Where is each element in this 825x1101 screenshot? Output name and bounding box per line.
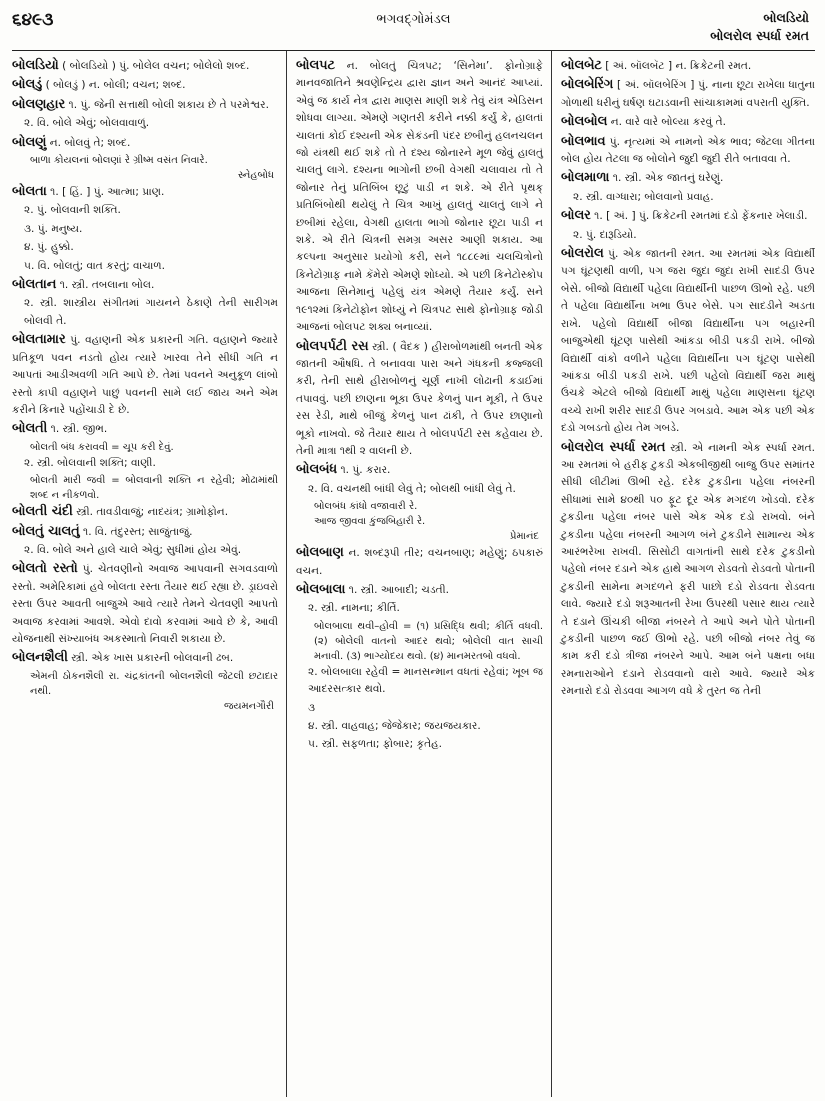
entry-sense: ૨. સ્ત્રી. નામના; કીર્તિ.: [308, 602, 400, 615]
usage-quotation: બોલબંધ કાંધો વજાવારી રે.: [314, 501, 418, 513]
dictionary-entry: [12, 523, 278, 541]
entry-headword: બોલતામાર: [12, 332, 66, 348]
dictionary-entry: [12, 183, 278, 201]
dictionary-entry: [12, 134, 278, 152]
guide-word-last: બોલરોલ સ્પર્ધા રમત: [710, 28, 809, 43]
usage-quotation: બાળા કોયલનાં બોલણાં રે ગ્રીષ્મ વસંત નિવારે.: [30, 155, 208, 167]
guide-word-first: બોલડિયો: [763, 10, 809, 25]
entry-definition: ૧. [ અં. ] પું. ક્રિકેટની રમતમાં દડો ફેંકનાર ખેલાડી.: [594, 210, 808, 223]
entry-sense: ૨. વિ. વચનથી બાંધી લેવું તે; બોલથી બાંધી લેવું તે.: [308, 482, 516, 495]
dictionary-entry: [561, 113, 815, 131]
entry-definition: ૧. સ્ત્રી. જીભ.: [50, 423, 108, 436]
entry-sense: ૫. વિ. બોલતું; વાત કરતું; વાચાળ.: [24, 259, 165, 272]
quotation-source: પ્રેમાનંદ: [509, 531, 539, 543]
entry-definition: ૧. સ્ત્રી. આબાદી; ચડતી.: [348, 583, 450, 596]
dictionary-entry: [296, 461, 543, 479]
entry-definition: ( બોલડું ) ન. બોલી; વચન; શબ્દ.: [45, 79, 186, 92]
column-right: [552, 51, 815, 1097]
entry-headword: બોલબાલા: [296, 581, 346, 597]
entry-headword: બોલબેરિંગ: [561, 77, 614, 93]
entry-definition: સ્ત્રી. એક ખાસ પ્રકારની બોલવાની ઢબ.: [71, 652, 234, 665]
entry-headword: બોલબંધ: [296, 462, 338, 478]
entry-sense: ૨. પું. બોલવાની શક્તિ.: [24, 204, 121, 217]
entry-sense: ૫. સ્ત્રી. સફળતા; ફોબાર; કૃતેહ.: [308, 738, 442, 751]
entry-sense: ૨. સ્ત્રી. બોલવાની શક્તિ; વાણી.: [24, 456, 156, 469]
entry-definition: સ્ત્રી. એ નામની એક સ્પર્ધા રમત. આ રમતમાં બે હરીફ ટુકડી એકબીજીથી બાજુ ઉપર સમાંતર સીધી લીટીમાં ઊભી રહે. દરેક ટુકડીના પહેલા નંબરની સીધામાં સામે ૪૦થી ૫૦ ફૂટ દૂર એક મગદળ ખોડવો. દરેક ટુકડીના પહેલા નંબર પાસે એક એક દડો રાખવો. બંને ટુકડીના પહેલા નંબરની આગળ બંને ટુકડીને સામાન્ય એક આરંભરેખા રાખવી. સિસોટી વાગતાંની સાથે દરેક ટુકડીનો પહેલો નંબર દડાને એક હાથે આગળ રોડવતો રોડવતો પોતાની ટુકડીની સામેના મગદળને ફરી પાછો દડો રોડવતા રોડવતા લાવે. જ્યારે દડો શરૂઆતની રેખા ઉપરથી પસાર થાય ત્યારે તે દડાને ઊંચકી બીજા નંબરને તે આપે અને પોતે પોતાની ટુકડીની પાછળ જઈ ઊભો રહે. પછી બીજો નંબર તેવું જ કામ કરી દડો ત્રીજા નંબરને આપે. આમ બંને પક્ષના બધા રમનારાઓને દડાને રોડવવાનો વારો આવે. જ્યારે એક રમનારો દડો રોડવવા આગળ વધે કે તુરત જ તેની: [561, 441, 815, 698]
column-middle: [287, 51, 552, 1097]
entry-definition: ૧. પું. કરાર.: [340, 464, 391, 477]
entry-definition: પું. એક જાતની રમત. આ રમતમાં એક વિદ્યાર્થી પગ ઘૂંટણથી વાળી, પગ જરા જુદા જુદા રાખી સાદડી ઉપર બેસે. બીજો વિદ્યાર્થી પહેલા વિદ્યાર્થીની પાછળ ઊભો રહે. પછી તે પહેલા વિદ્યાર્થીના ખભા ઉપર બેસે. પગ સાદડીને અડતા રાખે. પહેલો વિદ્યાર્થી બીજા વિદ્યાર્થીના પગ બહારની બાજુએથી ઘૂંટણ પાસેથી આંકડા બીડી પકડી રાખે. બીજો વિદ્યાર્થી વાંકો વળીને પહેલા વિદ્યાર્થીના પગ ઘૂંટણ પાસેથી આંકડા બીડી પકડી રાખે. પછી પહેલો વિદ્યાર્થી જરા માથું ઉંચકે એટલે બીજો વિદ્યાર્થી માથું પહેલા માણસના ઘૂંટણ વચ્ચે રાખી શરીર સાદડી ઉપર ગબડાવે. આમ એક પછી એક દડો ગબડતો હોય તેમ ગબડે.: [561, 248, 815, 435]
entry-headword: બોલપટ: [296, 58, 335, 73]
entry-definition: ન. બોલવું તે; શબ્દ.: [49, 136, 131, 149]
entry-definition: ૧. સ્ત્રી. એક જાતનું ઘરેણું.: [612, 172, 724, 185]
dictionary-entry: [12, 420, 278, 438]
columns: [12, 51, 815, 1097]
usage-quotation: એમની ઠોકનશૈલી રા. ચંદ્રકાંતની બોલનશૈલી જેટલી છટાદાર નથી.: [30, 670, 278, 697]
dictionary-entry: [12, 76, 278, 94]
entry-headword: બોલનશૈલી: [12, 650, 68, 666]
entry-definition: પું. નૃત્યમાં એ નામનો એક ભાવ; જેટલા ગીતના બોલ હોય તેટલા જ બોલોને જુદી જુદી રીતે બતાવવા તે.: [561, 135, 815, 166]
entry-headword: બોલતું ચાલતું: [12, 523, 80, 539]
entry-headword: બોલબોલ: [561, 114, 608, 130]
entry-definition: ૧. વિ. તંદુરસ્ત; સાજુંતાજું.: [83, 525, 193, 538]
dictionary-entry: [296, 544, 543, 580]
entry-headword: બોલરોલ: [561, 246, 604, 262]
entry-sense: ૪. સ્ત્રી. વાહવાહ; જેજેકાર; જયજયકાર.: [308, 720, 481, 732]
entry-definition: [ અં. બૉલબૅટ ] ન. ક્રિકેટની રમત.: [605, 60, 752, 72]
entry-sense: ૩. પું. મનુષ્ય.: [24, 222, 83, 235]
entry-headword: બોલપર્પટી રસ: [296, 338, 369, 354]
dictionary-entry: [561, 245, 815, 437]
usage-quotation: બોલબાલા થવી–હોવી = (૧) પ્રસિદ્ધિ થવી; કીર્તિ વધવી. (૨) બોલેલી વાતનો આદર થવો; બોલેલી વાત સાચી મનાવી. (૩) ભાગ્યોદય થવો. (૪) માનમરતબો વધવો.: [314, 620, 543, 662]
dictionary-entry: [296, 581, 543, 599]
guide-words: [710, 9, 809, 45]
entry-definition: સ્ત્રી. તાવડીવાજું; નાદયંત્ર; ગ્રામોફોન.: [76, 506, 229, 519]
entry-headword: બોલતી ચંદી: [12, 504, 73, 520]
entry-sense: ૨. સ્ત્રી. શાસ્ત્રીય સંગીતમાં ગાયનને ઠેકાણે તેની સારીગમ બોલવી તે.: [24, 297, 278, 327]
entry-headword: બોલબેટ: [561, 58, 602, 73]
entry-definition: ( બોલડિયો ) પું. બોલેલ વચન; બોલેલો શબ્દ.: [62, 60, 250, 72]
entry-definition: [ અં. બૉલબેરિંગ ] પું. નાના છૂટા રાખેલા ધાતુના ગોળાથી ધરીનું ઘર્ષણ ઘટાડવાની સાંચાકામમાં વપરાતી યુક્તિ.: [561, 79, 815, 109]
dictionary-entry: [561, 207, 815, 225]
dictionary-entry: [12, 57, 278, 75]
entry-definition: ન. શબ્દરૂપી તીર; વચનબાણ; મહેણું; ઠપકારું વચન.: [296, 547, 544, 577]
entry-sense: ૨. બોલબાલા રહેવી = માનસન્માન વધતાં રહેવાં; ખૂબ જ આદરસત્કાર થવો.: [308, 665, 543, 696]
dictionary-entry: [12, 331, 278, 419]
usage-quotation: આજ જીવવા કુંજબિહારી રે.: [314, 516, 426, 528]
page-number: ૬૪૯૩: [12, 10, 54, 30]
entry-definition: ૧. પું. જેની સત્તાથી બોલી શકાય છે તે પરમેશ્વર.: [68, 98, 269, 111]
column-left: [12, 51, 287, 1097]
entry-headword: બોલમાળા: [561, 170, 610, 186]
dictionary-entry: [561, 76, 815, 112]
dictionary-entry: [12, 503, 278, 521]
entry-sense: ૪. પું. હુક્કો.: [24, 241, 74, 254]
dictionary-entry: [12, 96, 278, 114]
entry-headword: બોલતી: [12, 421, 48, 437]
entry-headword: બોલણું: [12, 134, 47, 150]
entry-definition: ૧. [ હિં. ] પું. આત્મા; પ્રાણ.: [50, 186, 165, 199]
usage-quotation: બોલતી મારી જવી = બોલવાની શક્તિ ન રહેવી; મોઢામાંથી શબ્દ ન નીકળવો.: [30, 475, 278, 502]
book-title: ભગવદ્ગોમંડલ: [376, 12, 451, 27]
entry-headword: બોલણહાર: [12, 96, 66, 112]
dictionary-entry: [561, 133, 815, 169]
quotation-source: જયમનગૌરી: [223, 700, 274, 712]
entry-headword: બોલતો રસ્તો: [12, 561, 78, 577]
entry-definition: સ્ત્રી. ( વૈદક ) હીરાબોળમાંથી બનતી એક જાતની ઔષધિ. તે બનાવવા પારા અને ગંધકની કજ્જલી કરી, તેની સાથે હીરાબોળનું ચૂર્ણ નાખી લોઢાની કડાઈમાં તપાવવું. પછી છાણના ભૂકા ઉપર કેળનું પાન મૂકી, તે ઉપર રસ રેડી, માથે બીજું કેળનું પાન ઢાંકી, તે ઉપર છાણાનો ભૂકો નાખવો. જે તૈયાર થાય તે બોલપર્પટી રસ કહેવાય છે. તેની માત્રા ૧થી ૨ વાલની છે.: [296, 340, 543, 457]
dictionary-entry: [561, 57, 815, 75]
entry-sense: ૨. પું. દારૂડિયો.: [573, 228, 637, 241]
entry-sense: ૩: [308, 701, 316, 714]
entry-definition: પું. ચેતવણીનો અવાજ આપવાની સગવડવાળો રસ્તો. અમેરિકામાં હવે બોલતા રસ્તા તૈયાર થઈ રહ્યા છે. ડ્રાઇવરો રસ્તા ઉપર આવતી બાજુએ આવે ત્યારે તેમને ચેતવણી આપતો અવાજ કરવામાં આવશે. એવો દાવો કરવામાં આવે છે કે, આવી યોજનાથી સંખ્યાબંધ અકસ્માતો નિવારી શકાયા છે.: [12, 563, 278, 645]
entry-headword: બોલભાવ: [561, 133, 606, 149]
dictionary-entry: [12, 560, 278, 648]
dictionary-entry: [561, 439, 815, 701]
entry-headword: બોલતા: [12, 184, 47, 200]
quotation-source: સ્નેહબોધ: [237, 170, 274, 182]
page-header: [12, 6, 815, 51]
usage-quotation: બોલતી બંધ કરાવવી = ચૂપ કરી દેવું.: [30, 441, 174, 453]
entry-definition: ન. બોલતું ચિત્રપટ; ‘સિનેમા’. ફોનોગ્રાફે માનવજાતિને શ્રવણેન્દ્રિય દ્વારા જ્ઞાન અને આનંદ આપ્યાં. એવું જ કાર્ય નેત્ર દ્વારા માણસ માણી શકે તેવું યંત્ર એડિસન શોધવા લાગ્યા. એમણે ગણતરી કરીને નક્કી કર્યું કે, હાલતાં ચાલતાં કોઈ દશ્યની એક સેકંડની પંદર છબીનું હલનચલન જો યંત્રથી થઈ શકે તો તે દશ્ય જોનારને મૂળ જેવું હાલતું ચાલતું લાગે. દશ્યના ભાગોની છબી વેગથી ચલાવાય તો તે જોનાર તેનું પ્રતિબિંબ છૂટું પાડી ન શકે. એ રીતે પૃથક્ પ્રતિબિંબોથી થયેલું તે ચિત્ર આખું હાલતું ચાલતું લાગે ને છબીમાં રહેલા, વેગથી હાલતા ભાગો જોનાર છૂટા પાડી ન શકે. એ રીતે ચિત્રની સમગ્ર અસર આણી શકાય. આ કલ્પના અનુસાર પ્રયોગો કરી, સને ૧૮૮૯માં ચલચિત્રોનો કિનેટોગ્રાફ નામે કૅમેરો એમણે શોધ્યો. એ પછી કિનેટોસ્કોપ આજના સિનેમાનું પહેલું યંત્ર એમણે તૈયાર કર્યું. સને ૧૯૧૨માં કિનેટોફોન શોધ્યું ને ચિત્રપટ સાથે ફોનોગ્રાફ જોડી આજનાં બોલપટ શક્ય બનાવ્યાં.: [296, 60, 543, 334]
dictionary-entry: [12, 276, 278, 294]
dictionary-entry: [12, 649, 278, 667]
dictionary-entry: [296, 57, 543, 337]
entry-definition: પું. વહાણની એક પ્રકારની ગતિ. વહાણને જ્યારે પ્રતિકૂળ પવન નડતો હોય ત્યારે ખારવા તેને સીધી ગતિ ન આપતાં આડીઅવળી ગતિ આપે છે. તેમાં પવનને અનુકૂળ લાંબો રસ્તો કાપી વહાણને પાછું પવનની સામે લઈ જાય અને એમ કરીને કિનારે પહોંચાડી દે છે.: [12, 334, 278, 416]
entry-headword: બોલડિયો: [12, 58, 59, 73]
entry-headword: બોલતાન: [12, 277, 57, 293]
entry-headword: બોલબાણ: [296, 545, 344, 561]
entry-headword: બોલર: [561, 208, 591, 224]
dictionary-entry: [296, 338, 543, 461]
dictionary-entry: [561, 169, 815, 187]
entry-definition: ૧. સ્ત્રી. તબલાના બોલ.: [59, 279, 155, 292]
entry-headword: બોલરોલ સ્પર્ધા રમત: [561, 439, 666, 455]
entry-sense: ૨. વિ. બોલે એવું; બોલવાવાળું.: [24, 117, 150, 130]
entry-sense: ૨. સ્ત્રી. વાગ્ધારા; બોલવાનો પ્રવાહ.: [573, 190, 714, 203]
entry-headword: બોલડું: [12, 77, 43, 93]
entry-sense: ૨. વિ. બોલે અને હાલે ચાલે એવું; સુધીમાં હોય એવું.: [24, 543, 242, 556]
entry-definition: ન. વારે વારે બોલ્યા કરવું તે.: [610, 116, 727, 129]
